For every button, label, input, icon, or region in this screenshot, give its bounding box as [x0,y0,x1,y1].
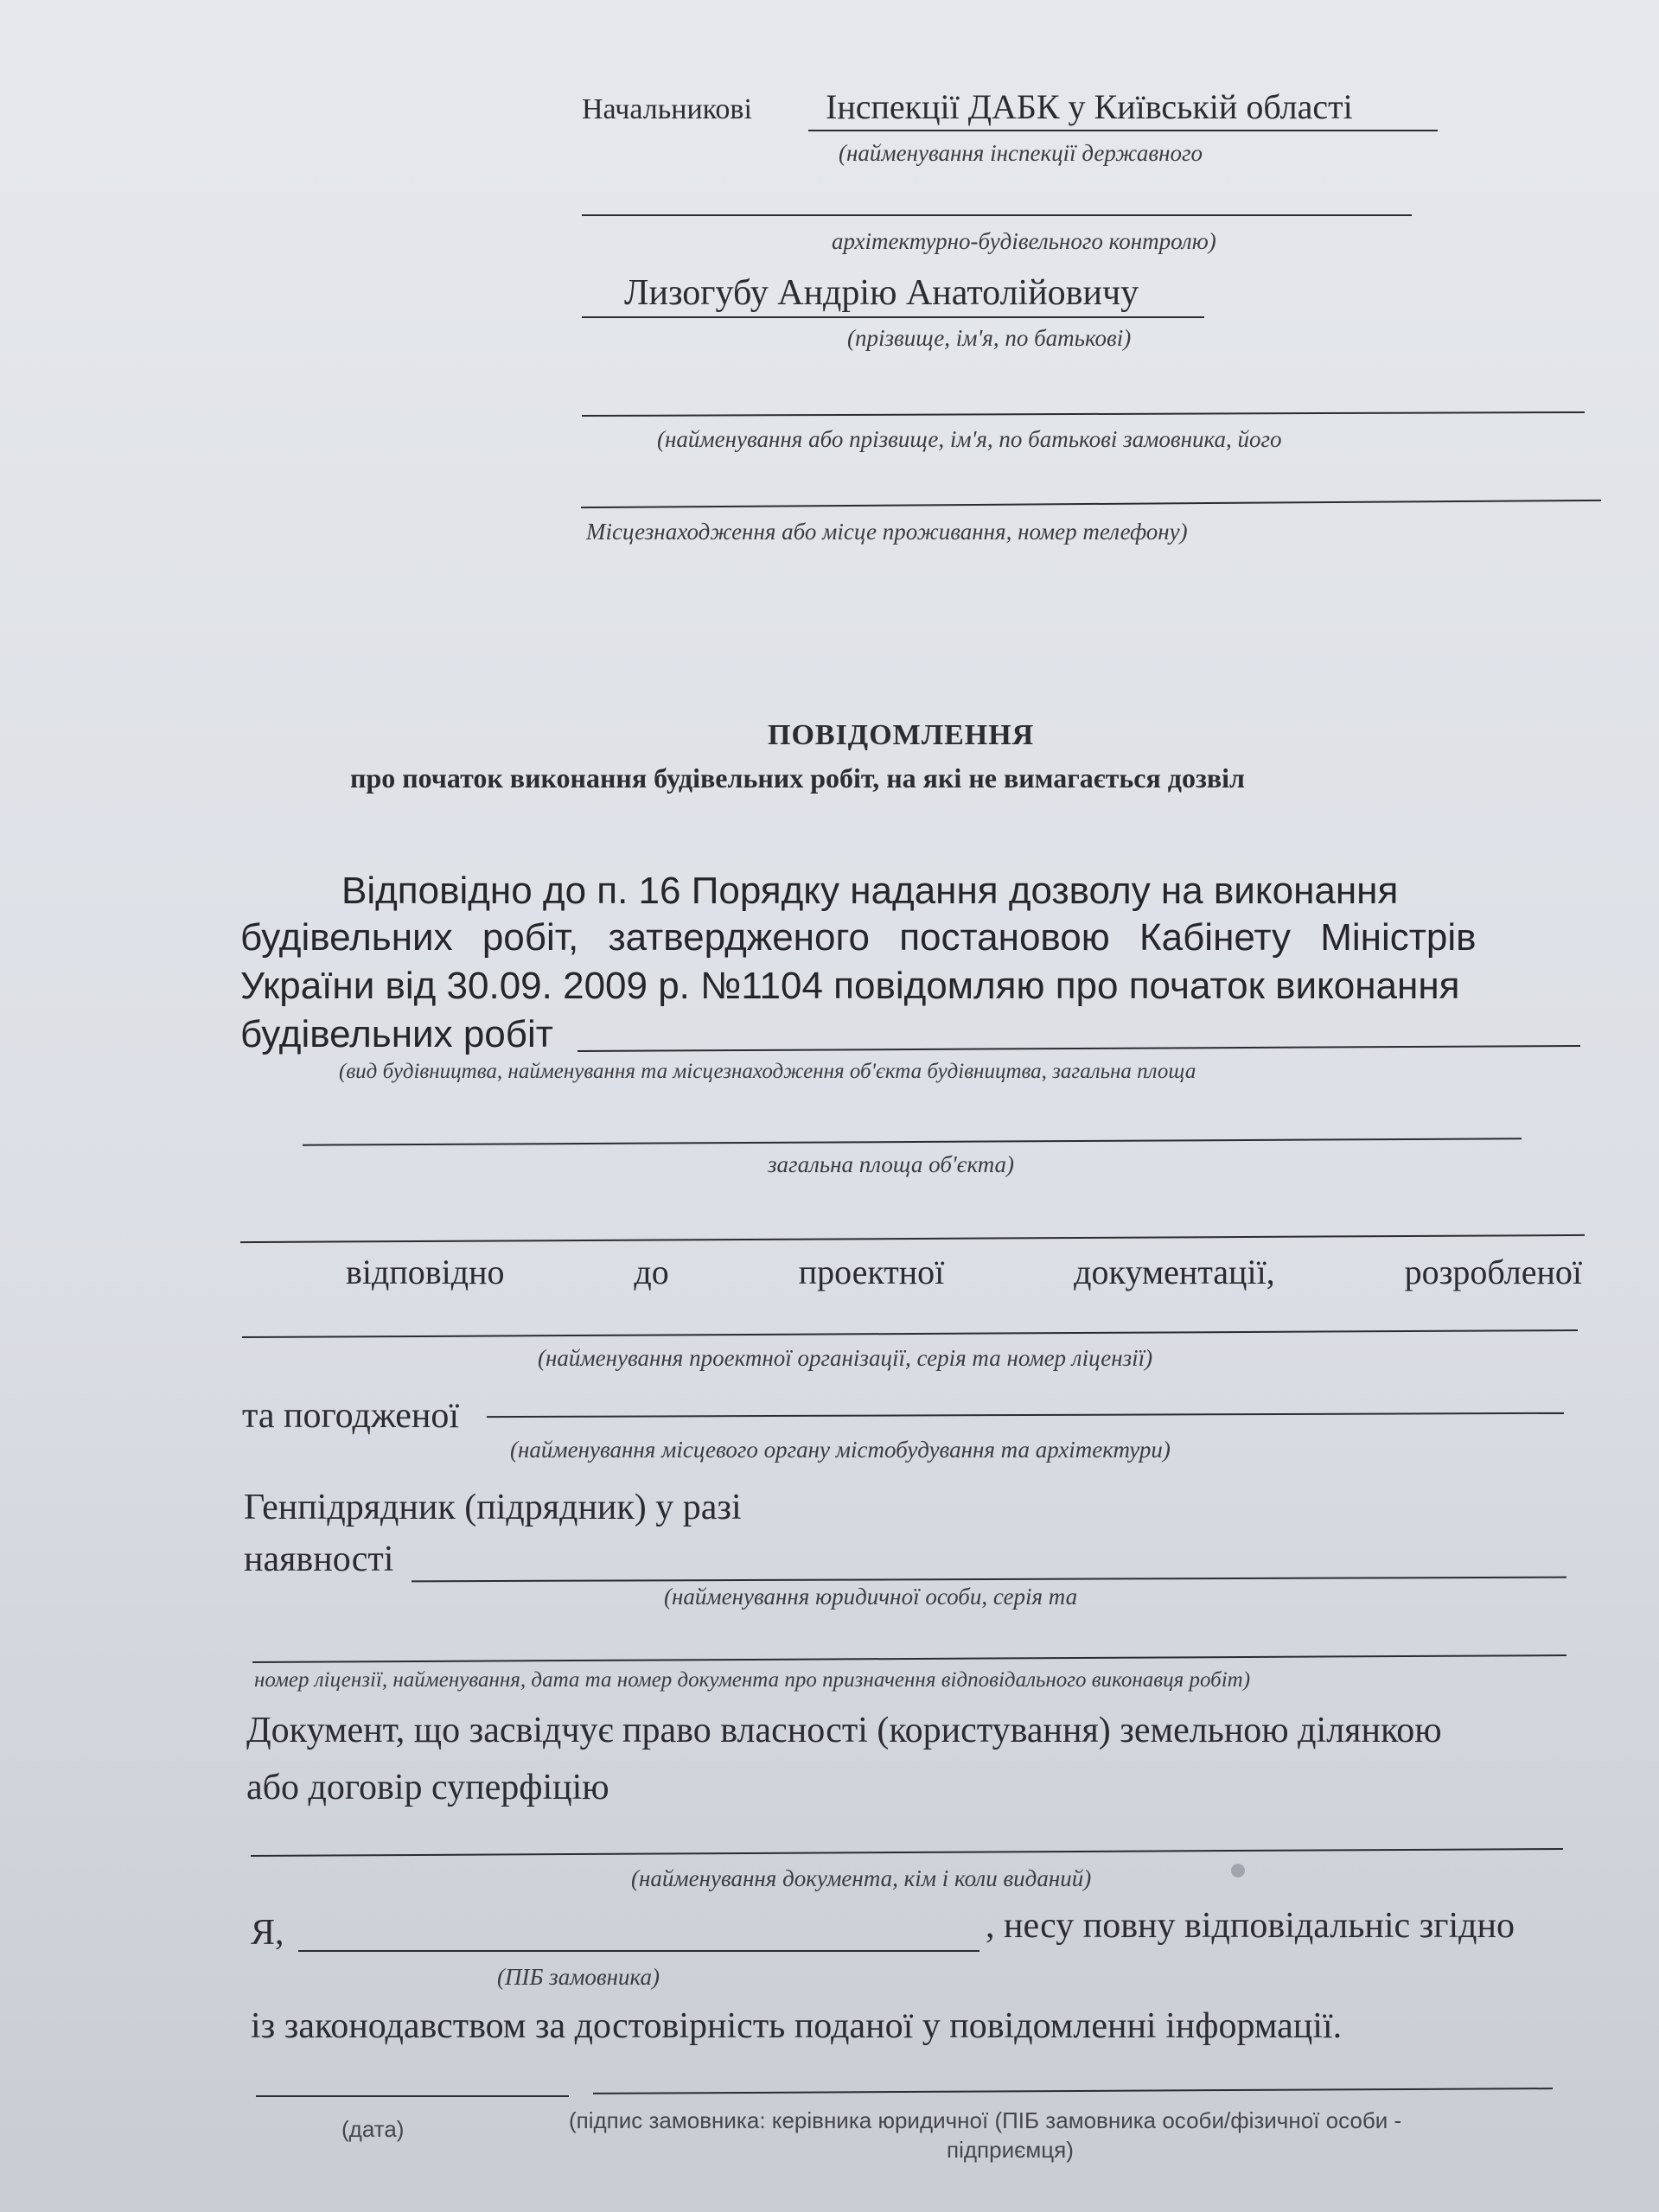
hint-inspection-1: (найменування інспекції державного [839,140,1203,166]
paragraph-line-1: Відповідно до п. 16 Порядку надання дозволу на виконання [341,870,1399,912]
according-row [346,1252,1582,1292]
signature-line[interactable] [593,2088,1553,2094]
head-name-underline [582,316,1204,318]
responsibility-line-2: із законодавством за достовірність поданої у повідомленні інформації. [251,2006,1343,2046]
document-subtitle: про початок виконання будівельних робіт, на які не вимагається дозвіл [350,762,1245,794]
hint-area: загальна площа об'єкта) [768,1151,1015,1177]
hint-date: (дата) [341,2116,405,2142]
paragraph-line-2: будівельних робіт, затвердженого постановою Кабінету Міністрів [240,916,1477,959]
inspection-underline [808,130,1438,131]
land-doc-label-2: або договір суперфіцію [246,1768,609,1807]
according-word-1: відповідно [346,1253,505,1291]
hint-customer-2: Місцезнаходження або місце проживання, номер телефону) [586,519,1188,545]
works-label: будівельних робіт [240,1013,553,1055]
hint-contractor-1: (найменування юридичної особи, серія та [664,1584,1078,1610]
agreed-label: та погодженої [242,1396,460,1436]
design-org-line[interactable] [242,1329,1578,1338]
paragraph-line-3: України від 30.09. 2009 р. №1104 повідомляю про початок виконання [240,965,1460,1007]
inspection-name: Інспекції ДАБК у Київській області [826,87,1353,126]
land-doc-line[interactable] [251,1848,1563,1857]
hint-head-name: (прізвище, ім'я, по батькові) [847,325,1132,351]
hint-customer-1: (найменування або прізвище, ім'я, по батькові замовника, його [657,426,1282,452]
hint-design-org: (найменування проектної організації, серія та номер ліцензії) [538,1345,1153,1371]
works-line-2[interactable] [303,1138,1522,1145]
hint-signature-2: підприємця) [947,2137,1074,2163]
according-word-3: проектної [798,1253,945,1291]
document-title: ПОВІДОМЛЕННЯ [768,719,1035,751]
addressee-label: Начальникові [582,93,752,125]
according-word-2: до [634,1253,669,1291]
contractor-label-1: Генпідрядник (підрядник) у разі [244,1488,742,1527]
hint-works: (вид будівництва, найменування та місцезнаходження об'єкта будівництва, загальна площа [339,1060,1196,1083]
customer-line-2[interactable] [581,500,1601,508]
i-label: Я, [251,1913,284,1953]
date-line[interactable] [256,2095,569,2097]
works-line[interactable] [577,1045,1580,1052]
according-word-5: розробленої [1404,1253,1582,1291]
hint-land-doc: (найменування документа, кім і коли виданий) [631,1865,1092,1891]
land-doc-label-1: Документ, що засвідчує право власності (користування) земельною ділянкою [246,1711,1442,1750]
local-authority-line[interactable] [487,1412,1564,1418]
hint-contractor-2: номер ліцензії, найменування, дата та номер документа про призначення відповідального виконавця робіт) [254,1668,1251,1692]
head-name: Лизогубу Андрію Анатолійовичу [624,273,1139,313]
contractor-line[interactable] [412,1577,1566,1583]
hint-inspection-2: архітектурно-будівельного контролю) [832,228,1216,254]
according-word-4: документації, [1074,1253,1275,1291]
pib-line[interactable] [298,1950,979,1952]
contractor-label-2: наявності [244,1539,394,1579]
contractor-line-2[interactable] [252,1654,1566,1663]
responsibility-line-1: , несу повну відповідальніс згідно [986,1906,1515,1946]
ink-smudge [1231,1864,1245,1877]
customer-line-1[interactable] [582,411,1585,417]
hint-local-authority: (найменування місцевого органу містобудування та архітектури) [510,1437,1171,1463]
hint-pib: (ПІБ замовника) [497,1964,660,1990]
hint-signature-1: (підпис замовника: керівника юридичної (ПІБ замовника особи/фізичної особи - [569,2107,1402,2133]
works-line-3[interactable] [240,1234,1585,1243]
inspection-continued-line[interactable] [582,214,1412,216]
